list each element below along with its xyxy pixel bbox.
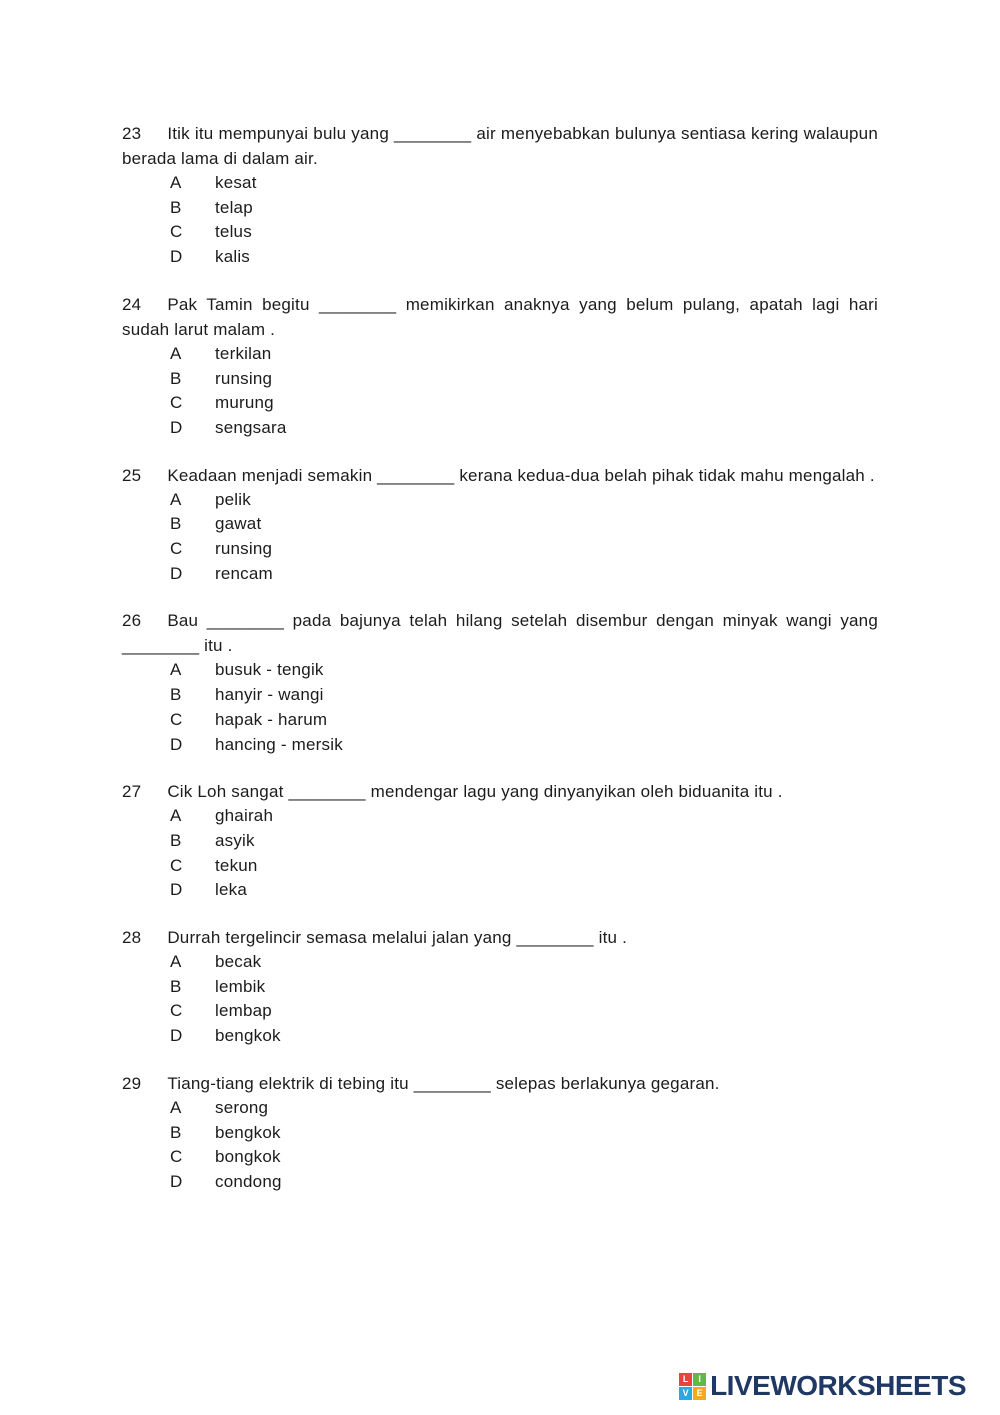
option-row — [170, 1121, 878, 1146]
option-letter: A — [170, 1097, 182, 1117]
question-number-gap — [141, 138, 167, 139]
option-text: lembap — [215, 1001, 272, 1021]
option-row — [170, 708, 878, 733]
option-row — [170, 804, 878, 829]
option-row — [170, 342, 878, 367]
option-letter: B — [170, 830, 182, 850]
option-row — [170, 733, 878, 758]
liveworksheets-brand-link[interactable] — [679, 1370, 966, 1402]
option-text: bengkok — [215, 1026, 281, 1046]
option-text: pelik — [215, 489, 251, 509]
question-stem — [122, 463, 878, 488]
question-block-27 — [122, 779, 878, 903]
question-number: 25 — [122, 465, 142, 485]
option-text: terkilan — [215, 343, 272, 363]
options-list — [170, 171, 878, 270]
option-row — [170, 975, 878, 1000]
option-text: murung — [215, 393, 274, 413]
option-letter: C — [170, 855, 183, 875]
option-letter: D — [170, 417, 183, 437]
options-list — [170, 488, 878, 587]
option-row — [170, 537, 878, 562]
question-number-gap — [141, 1088, 167, 1089]
option-text: bengkok — [215, 1122, 281, 1142]
question-block-24 — [122, 292, 878, 441]
question-stem — [122, 779, 878, 804]
option-letter: D — [170, 1026, 183, 1046]
question-stem — [122, 925, 878, 950]
option-text: bongkok — [215, 1147, 281, 1167]
option-row — [170, 391, 878, 416]
option-text: condong — [215, 1171, 282, 1191]
option-letter: C — [170, 393, 183, 413]
option-text: becak — [215, 952, 262, 972]
option-letter: C — [170, 1001, 183, 1021]
question-number: 24 — [122, 294, 142, 314]
option-text: telus — [215, 222, 252, 242]
question-number: 27 — [122, 782, 142, 802]
option-row — [170, 1145, 878, 1170]
option-text: ghairah — [215, 806, 274, 826]
question-number-gap — [141, 309, 167, 310]
option-row — [170, 829, 878, 854]
option-letter: C — [170, 222, 183, 242]
option-row — [170, 562, 878, 587]
option-row — [170, 171, 878, 196]
option-text: kesat — [215, 173, 257, 192]
question-stem-text: Durrah tergelincir semasa melalui jalan yang ________ itu . — [167, 928, 628, 948]
option-letter: A — [170, 952, 182, 972]
question-stem — [122, 1071, 878, 1096]
option-letter: C — [170, 1147, 183, 1167]
option-text: serong — [215, 1097, 269, 1117]
option-text: runsing — [215, 368, 273, 388]
option-row — [170, 1024, 878, 1049]
question-stem — [122, 292, 878, 342]
option-letter: D — [170, 1171, 183, 1191]
logo-square-e: E — [693, 1387, 706, 1400]
option-row — [170, 196, 878, 221]
options-list — [170, 950, 878, 1049]
option-letter: A — [170, 489, 182, 509]
option-row — [170, 245, 878, 270]
option-letter: A — [170, 660, 182, 680]
option-letter: B — [170, 1122, 182, 1142]
question-stem — [122, 121, 878, 171]
option-letter: B — [170, 368, 182, 388]
option-row — [170, 220, 878, 245]
option-row — [170, 658, 878, 683]
option-row — [170, 512, 878, 537]
option-text: sengsara — [215, 417, 287, 437]
liveworksheets-logo-icon — [679, 1373, 706, 1400]
option-text: telap — [215, 197, 253, 217]
question-stem-text: Bau ________ pada bajunya telah hilang setelah disembur dengan minyak wangi yang ________ itu . — [122, 611, 878, 656]
logo-square-v: V — [679, 1387, 692, 1400]
question-stem-text: Keadaan menjadi semakin ________ kerana kedua-dua belah pihak tidak mahu mengalah . — [167, 465, 875, 485]
question-block-23 — [122, 121, 878, 270]
option-letter: A — [170, 806, 182, 826]
question-block-25 — [122, 463, 878, 587]
option-letter: D — [170, 880, 183, 900]
option-text: hanyir - wangi — [215, 685, 324, 705]
options-list — [170, 658, 878, 757]
option-text: asyik — [215, 830, 255, 850]
option-row — [170, 854, 878, 879]
question-stem-text: Pak Tamin begitu ________ memikirkan anaknya yang belum pulang, apatah lagi hari sudah larut malam . — [122, 294, 878, 339]
questions-area — [122, 121, 878, 1217]
option-row — [170, 367, 878, 392]
option-row — [170, 999, 878, 1024]
option-text: busuk - tengik — [215, 660, 324, 680]
option-text: tekun — [215, 855, 258, 875]
option-letter: C — [170, 539, 183, 559]
question-number-gap — [141, 625, 167, 626]
question-number-gap — [141, 796, 167, 797]
option-letter: A — [170, 173, 182, 192]
option-text: hancing - mersik — [215, 734, 343, 754]
option-letter: A — [170, 343, 182, 363]
option-letter: D — [170, 734, 183, 754]
option-letter: B — [170, 976, 182, 996]
option-letter: C — [170, 709, 183, 729]
logo-square-i: I — [693, 1373, 706, 1386]
option-letter: B — [170, 685, 182, 705]
option-letter: D — [170, 247, 183, 267]
question-block-29 — [122, 1071, 878, 1195]
question-number-gap — [141, 480, 167, 481]
question-number: 29 — [122, 1073, 142, 1093]
option-text: leka — [215, 880, 247, 900]
option-text: kalis — [215, 247, 251, 267]
option-text: lembik — [215, 976, 266, 996]
brand-text: LIVEWORKSHEETS — [710, 1370, 966, 1401]
question-stem-text: Cik Loh sangat ________ mendengar lagu yang dinyanyikan oleh biduanita itu . — [167, 782, 783, 802]
options-list — [170, 1096, 878, 1195]
option-text: hapak - harum — [215, 709, 328, 729]
question-number-gap — [141, 942, 167, 943]
question-stem — [122, 608, 878, 658]
question-stem-text: Tiang-tiang elektrik di tebing itu ________ selepas berlakunya gegaran. — [167, 1073, 720, 1093]
option-row — [170, 950, 878, 975]
option-text: gawat — [215, 514, 262, 534]
question-number: 26 — [122, 611, 142, 631]
logo-square-l: L — [679, 1373, 692, 1386]
option-letter: B — [170, 197, 182, 217]
option-row — [170, 416, 878, 441]
question-block-26 — [122, 608, 878, 757]
option-letter: B — [170, 514, 182, 534]
question-number: 23 — [122, 124, 142, 143]
option-letter: D — [170, 563, 183, 583]
options-list — [170, 804, 878, 903]
options-list — [170, 342, 878, 441]
option-text: rencam — [215, 563, 273, 583]
question-block-28 — [122, 925, 878, 1049]
option-row — [170, 683, 878, 708]
option-row — [170, 488, 878, 513]
option-row — [170, 1096, 878, 1121]
option-row — [170, 878, 878, 903]
option-row — [170, 1170, 878, 1195]
option-text: runsing — [215, 539, 273, 559]
question-number: 28 — [122, 928, 142, 948]
question-stem-text: Itik itu mempunyai bulu yang ________ air menyebabkan bulunya sentiasa kering walaupun berada lama di dalam air. — [122, 124, 878, 168]
